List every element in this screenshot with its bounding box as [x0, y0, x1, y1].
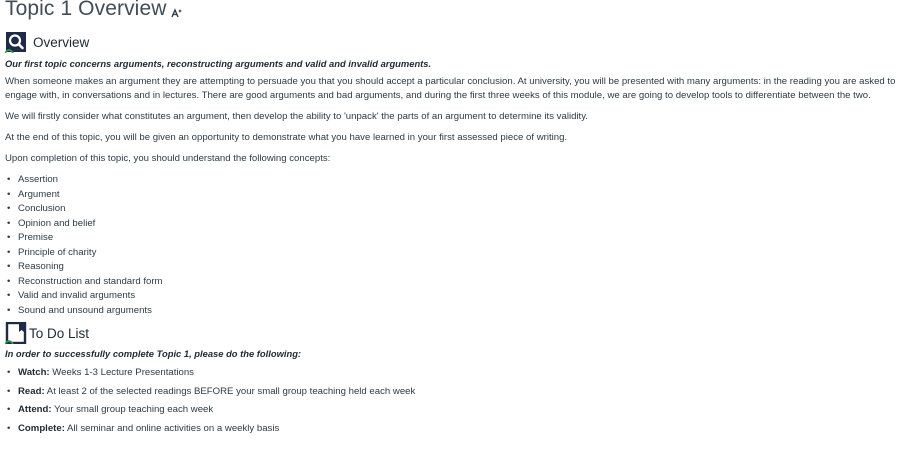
- list-item: • Reconstruction and standard form: [5, 275, 898, 290]
- overview-lead: Our first topic concerns arguments, reconstructing arguments and valid and invalid arguments.: [5, 58, 432, 69]
- overview-paragraph-4: Upon completion of this topic, you should understand the following concepts:: [5, 153, 331, 164]
- magnifier-icon: [5, 31, 27, 53]
- list-item: • Argument: [5, 188, 898, 203]
- todo-label: Attend:: [18, 404, 52, 416]
- list-item: [5, 420, 898, 439]
- bookmark-icon: [5, 322, 27, 344]
- list-item: • Premise: [5, 231, 898, 246]
- concepts-list: [5, 173, 898, 318]
- todo-list: [5, 364, 898, 438]
- todo-label: Complete:: [18, 422, 65, 434]
- overview-paragraph-3: At the end of this topic, you will be given an opportunity to demonstrate what you have learned in your first assessed piece of writing.: [5, 132, 568, 143]
- list-item: • Assertion: [5, 173, 898, 188]
- list-item: • Reasoning: [5, 260, 898, 275]
- overview-paragraph-2: We will firstly consider what constitutes an argument, then develop the ability to 'unpack' the parts of an argument to determine its validity.: [5, 111, 588, 122]
- todo-text: Your small group teaching each week: [51, 404, 214, 416]
- list-item: • Sound and unsound arguments: [5, 304, 898, 319]
- overview-heading: [5, 31, 898, 53]
- page-title: Topic 1 Overview: [5, 0, 167, 20]
- list-item: • Principle of charity: [5, 246, 898, 261]
- todo-title: To Do List: [29, 325, 90, 341]
- todo-text: Weeks 1-3 Lecture Presentations: [49, 367, 194, 378]
- todo-label: Read:: [18, 385, 45, 397]
- title-row: [5, 0, 898, 21]
- list-item: • Conclusion: [5, 202, 898, 217]
- list-item: [5, 383, 898, 402]
- list-item: • Valid and invalid arguments: [5, 289, 898, 304]
- overview-paragraph-1: When someone makes an argument they are attempting to persuade you that you should accept a particular conclusion. At university, you will be presented with many arguments: in the reading you are asked to engage with, in conversations and in lectures. There are good arguments and bad arguments, and during the first three weeks of this module, we are going to develop tools to differentiate between the two.: [5, 76, 896, 101]
- page-content: [5, 0, 898, 438]
- todo-lead: In order to successfully complete Topic 1, please do the following:: [5, 348, 302, 359]
- overview-title: Overview: [33, 34, 90, 50]
- todo-text: All seminar and online activities on a weekly basis: [64, 422, 280, 434]
- todo-text: At least 2 of the selected readings BEFORE your small group teaching held each week: [44, 385, 416, 397]
- list-item: [5, 364, 898, 383]
- todo-heading: [5, 322, 898, 344]
- list-item: • Opinion and belief: [5, 217, 898, 232]
- list-item: [5, 401, 898, 420]
- immersive-reader-icon[interactable]: [171, 8, 183, 18]
- todo-label: Watch:: [18, 367, 50, 378]
